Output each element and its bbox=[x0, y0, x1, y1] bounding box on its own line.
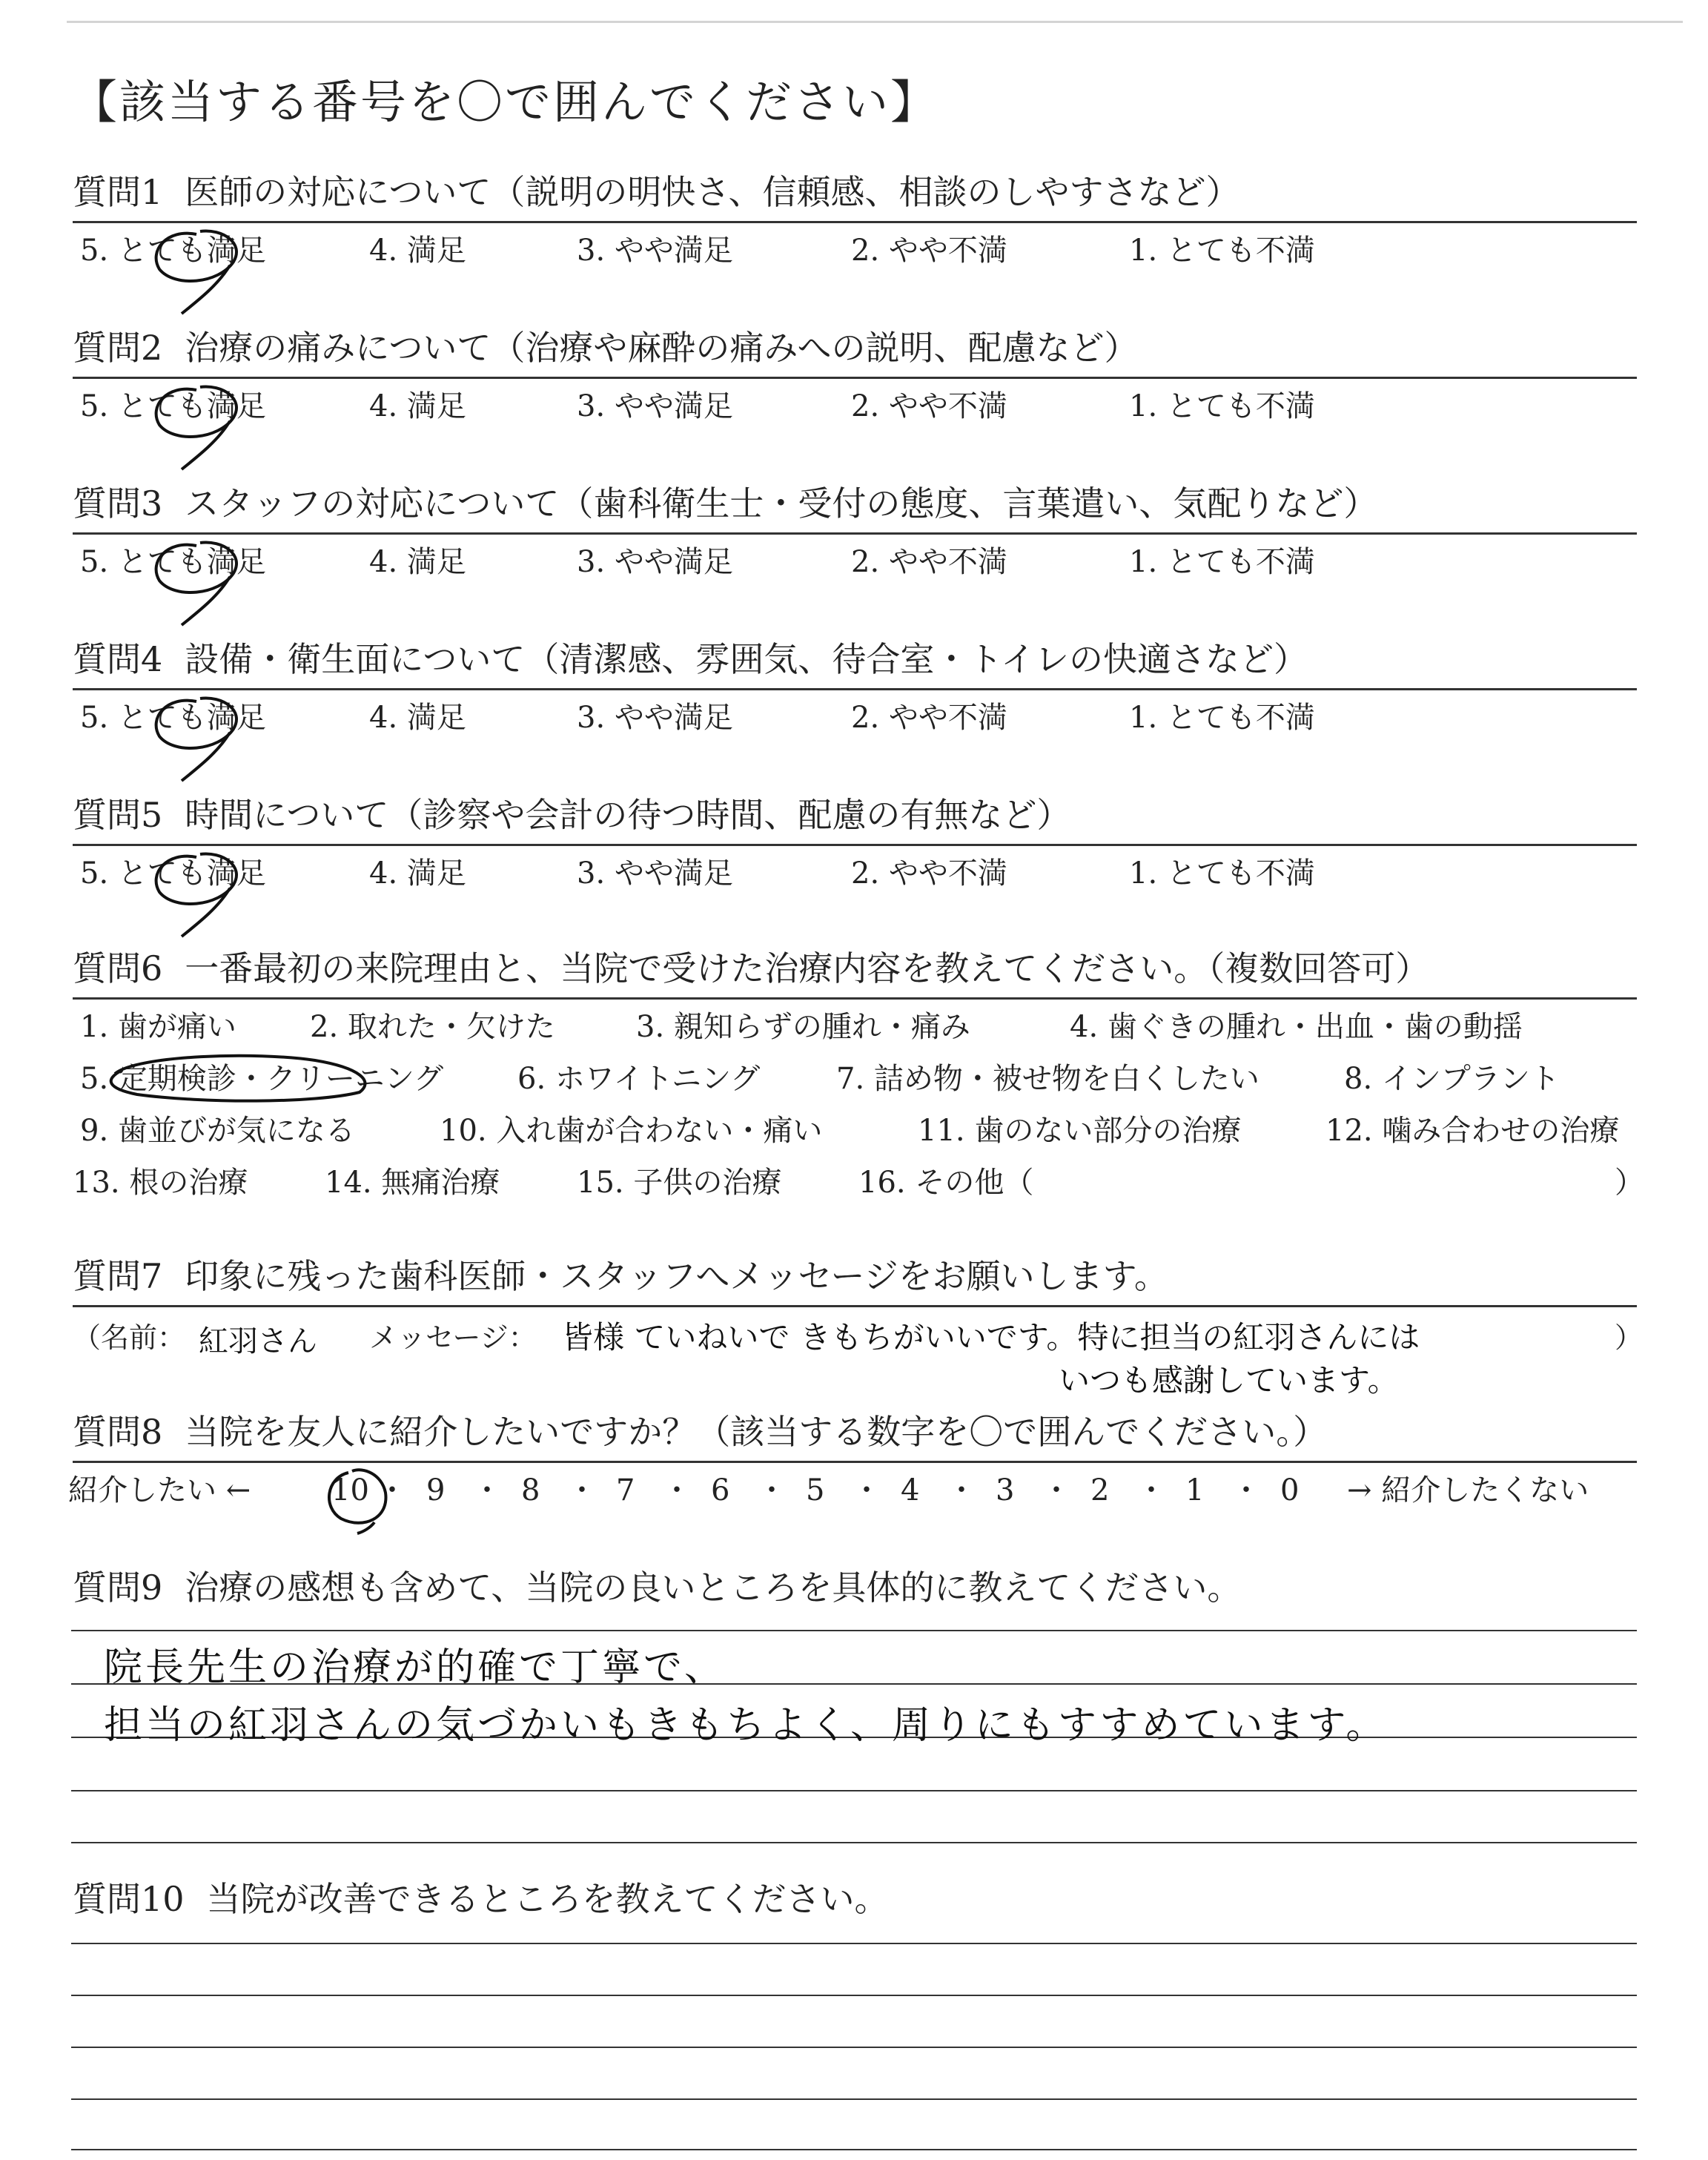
question-9-text: 治療の感想も含めて、当院の良いところを具体的に教えてください。 bbox=[185, 1568, 1242, 1608]
rating-option[interactable]: 2. やや不満 bbox=[851, 545, 1007, 579]
question-2-selection-mark bbox=[137, 377, 248, 476]
question-6-number: 質問6 bbox=[73, 948, 163, 988]
scale-separator: ・ bbox=[852, 1473, 881, 1507]
question-4-options bbox=[80, 696, 1563, 740]
question-2-number: 質問2 bbox=[73, 328, 163, 368]
rating-option[interactable]: 2. やや不満 bbox=[851, 234, 1007, 268]
q8-selection-mark bbox=[319, 1467, 400, 1536]
scale-separator: ・ bbox=[947, 1473, 976, 1507]
q6-option[interactable]: 12. 噛み合わせの治療 bbox=[1325, 1114, 1620, 1148]
q9-answer-line-2[interactable]: 担当の紅羽さんの気づかいもきもちよく、周りにもすすめています。 bbox=[104, 1703, 1388, 1748]
q6-selection-mark bbox=[93, 1051, 404, 1106]
scale-value[interactable]: 5 bbox=[806, 1473, 825, 1507]
rating-option[interactable]: 2. やや不満 bbox=[851, 389, 1007, 423]
q6-option[interactable]: 15. 子供の治療 bbox=[577, 1166, 782, 1200]
message-line-2: いつも感謝しています。 bbox=[1059, 1362, 1399, 1398]
question-8-text: 当院を友人に紹介したいですか？（該当する数字を〇で囲んでください。） bbox=[185, 1412, 1328, 1452]
rating-option-selected[interactable]: 5. とても満足 bbox=[80, 856, 266, 891]
answer-line bbox=[71, 1995, 1637, 1996]
question-4-text: 設備・衛生面について（清潔感、雰囲気、待合室・トイレの快適さなど） bbox=[185, 639, 1308, 679]
question-4-header bbox=[73, 636, 1637, 690]
q6-option[interactable]: 4. 歯ぐきの腫れ・出血・歯の動揺 bbox=[1070, 1010, 1523, 1044]
scale-value[interactable]: 0 bbox=[1280, 1473, 1300, 1507]
rating-option[interactable]: 4. 満足 bbox=[369, 856, 466, 891]
question-10-text: 当院が改善できるところを教えてください。 bbox=[206, 1879, 889, 1919]
question-5-header bbox=[73, 792, 1637, 846]
rating-option[interactable]: 1. とても不満 bbox=[1129, 545, 1315, 579]
question-5-number: 質問5 bbox=[73, 795, 163, 835]
question-3-options bbox=[80, 540, 1563, 584]
message-line-1: 皆様 ていねいで きもちがいいです。特に担当の紅羽さんには bbox=[562, 1319, 1420, 1355]
rating-option[interactable]: 4. 満足 bbox=[369, 545, 466, 579]
scale-separator: ・ bbox=[757, 1473, 787, 1507]
q6-option[interactable]: 10. 入れ歯が合わない・痛い bbox=[440, 1114, 823, 1148]
question-10-header bbox=[73, 1876, 1637, 1928]
scale-separator: ・ bbox=[472, 1473, 502, 1507]
question-3-selection-mark bbox=[137, 532, 248, 632]
rating-option-selected[interactable]: 5. とても満足 bbox=[80, 234, 266, 268]
q6-option[interactable]: 9. 歯並びが気になる bbox=[80, 1114, 355, 1148]
rating-option[interactable]: 4. 満足 bbox=[369, 701, 466, 735]
rating-option[interactable]: 3. やや満足 bbox=[577, 701, 733, 735]
q6-option-selected[interactable]: 5. 定期検診・クリーニング bbox=[80, 1062, 444, 1096]
question-3-number: 質問3 bbox=[73, 483, 163, 524]
answer-line bbox=[71, 1630, 1637, 1631]
rating-option[interactable]: 3. やや満足 bbox=[577, 389, 733, 423]
question-5-text: 時間について（診察や会計の待つ時間、配慮の有無など） bbox=[185, 795, 1071, 835]
scale-separator: ・ bbox=[1231, 1473, 1261, 1507]
instruction-title: 【該当する番号を〇で囲んでください】 bbox=[71, 75, 939, 129]
question-2-header bbox=[73, 325, 1637, 379]
q6-option[interactable]: 8. インプラント bbox=[1344, 1062, 1560, 1096]
scale-value[interactable]: 6 bbox=[711, 1473, 730, 1507]
q6-option[interactable]: 7. 詰め物・被せ物を白くしたい bbox=[836, 1062, 1260, 1096]
rating-option-selected[interactable]: 5. とても満足 bbox=[80, 701, 266, 735]
scale-separator: ・ bbox=[567, 1473, 597, 1507]
question-7-text: 印象に残った歯科医師・スタッフへメッセージをお願いします。 bbox=[185, 1256, 1168, 1296]
scale-value[interactable]: 2 bbox=[1090, 1473, 1110, 1507]
question-3-header bbox=[73, 480, 1637, 535]
scale-left-label: 紹介したい ← bbox=[68, 1473, 251, 1507]
q7-message-field[interactable] bbox=[73, 1309, 1644, 1398]
question-5-selection-mark bbox=[137, 844, 248, 943]
question-7-header bbox=[73, 1253, 1637, 1307]
scale-value-selected[interactable]: 10 bbox=[331, 1473, 369, 1507]
q6-other-close: ） bbox=[1615, 1166, 1644, 1200]
scale-separator: ・ bbox=[662, 1473, 692, 1507]
answer-line bbox=[71, 2098, 1637, 2100]
q6-option-row-1 bbox=[73, 1005, 1637, 1049]
scale-separator: ・ bbox=[1136, 1473, 1166, 1507]
q6-option[interactable]: 11. 歯のない部分の治療 bbox=[918, 1114, 1242, 1148]
top-edge-rule bbox=[67, 21, 1683, 23]
rating-option[interactable]: 4. 満足 bbox=[369, 389, 466, 423]
question-6-text: 一番最初の来院理由と、当院で受けた治療内容を教えてください。（複数回答可） bbox=[185, 948, 1430, 988]
scale-separator: ・ bbox=[377, 1473, 407, 1507]
rating-option[interactable]: 1. とても不満 bbox=[1129, 234, 1315, 268]
question-8-header bbox=[73, 1409, 1637, 1463]
rating-option[interactable]: 2. やや不満 bbox=[851, 856, 1007, 891]
question-5-options bbox=[80, 851, 1563, 896]
rating-option-selected[interactable]: 5. とても満足 bbox=[80, 389, 266, 423]
rating-option[interactable]: 3. やや満足 bbox=[577, 856, 733, 891]
rating-option[interactable]: 3. やや満足 bbox=[577, 234, 733, 268]
q9-answer-line-1[interactable]: 院長先生の治療が的確で丁寧で、 bbox=[104, 1645, 726, 1690]
scale-value[interactable]: 8 bbox=[521, 1473, 540, 1507]
question-1-selection-mark bbox=[137, 221, 248, 320]
answer-line bbox=[71, 1790, 1637, 1791]
q6-option[interactable]: 1. 歯が痛い bbox=[80, 1010, 236, 1044]
rating-option[interactable]: 3. やや満足 bbox=[577, 545, 733, 579]
scale-value[interactable]: 9 bbox=[426, 1473, 446, 1507]
scale-right-label: → 紹介したくない bbox=[1347, 1473, 1589, 1507]
scale-value[interactable]: 7 bbox=[616, 1473, 635, 1507]
question-10-number: 質問10 bbox=[73, 1879, 185, 1919]
answer-line bbox=[71, 1842, 1637, 1843]
q6-option[interactable]: 13. 根の治療 bbox=[73, 1166, 248, 1200]
q6-option-other[interactable]: 16. その他（ bbox=[858, 1166, 1034, 1200]
question-1-number: 質問1 bbox=[73, 172, 163, 212]
rating-option[interactable]: 1. とても不満 bbox=[1129, 856, 1315, 891]
question-7-number: 質問7 bbox=[73, 1256, 163, 1296]
answer-line bbox=[71, 2047, 1637, 2048]
rating-option[interactable]: 4. 満足 bbox=[369, 234, 466, 268]
name-label: （名前： bbox=[73, 1321, 186, 1354]
scale-separator: ・ bbox=[1042, 1473, 1071, 1507]
question-1-header bbox=[73, 169, 1637, 223]
recommend-scale bbox=[68, 1468, 1640, 1513]
question-2-text: 治療の痛みについて（治療や麻酔の痛みへの説明、配慮など） bbox=[185, 328, 1139, 368]
q6-option[interactable]: 2. 取れた・欠けた bbox=[310, 1010, 555, 1044]
rating-option[interactable]: 1. とても不満 bbox=[1129, 701, 1315, 735]
question-8-number: 質問8 bbox=[73, 1412, 163, 1452]
rating-option[interactable]: 2. やや不満 bbox=[851, 701, 1007, 735]
question-1-options bbox=[80, 228, 1563, 273]
q6-option-row-3 bbox=[73, 1109, 1637, 1153]
scale-value[interactable]: 1 bbox=[1185, 1473, 1205, 1507]
rating-option-selected[interactable]: 5. とても満足 bbox=[80, 545, 266, 579]
question-3-text: スタッフの対応について（歯科衛生士・受付の態度、言葉遣い、気配りなど） bbox=[185, 483, 1378, 524]
question-9-number: 質問9 bbox=[73, 1568, 163, 1608]
scale-value[interactable]: 3 bbox=[996, 1473, 1015, 1507]
message-label: メッセージ： bbox=[369, 1321, 537, 1354]
q6-option[interactable]: 6. ホワイトニング bbox=[517, 1062, 761, 1096]
question-2-options bbox=[80, 384, 1563, 429]
question-1-text: 医師の対応について（説明の明快さ、信頼感、相談のしやすさなど） bbox=[185, 172, 1240, 212]
question-9-header bbox=[73, 1565, 1637, 1616]
rating-option[interactable]: 1. とても不満 bbox=[1129, 389, 1315, 423]
question-4-selection-mark bbox=[137, 688, 248, 787]
message-close: ） bbox=[1615, 1321, 1644, 1354]
question-4-number: 質問4 bbox=[73, 639, 163, 679]
q6-option[interactable]: 3. 親知らずの腫れ・痛み bbox=[636, 1010, 970, 1044]
question-6-header bbox=[73, 945, 1637, 1000]
answer-line bbox=[71, 2149, 1637, 2150]
scale-value[interactable]: 4 bbox=[901, 1473, 920, 1507]
q6-option[interactable]: 14. 無痛治療 bbox=[325, 1166, 500, 1200]
name-value: 紅羽さん bbox=[199, 1324, 317, 1358]
q6-option-row-4 bbox=[73, 1160, 1644, 1205]
answer-line bbox=[71, 1943, 1637, 1944]
